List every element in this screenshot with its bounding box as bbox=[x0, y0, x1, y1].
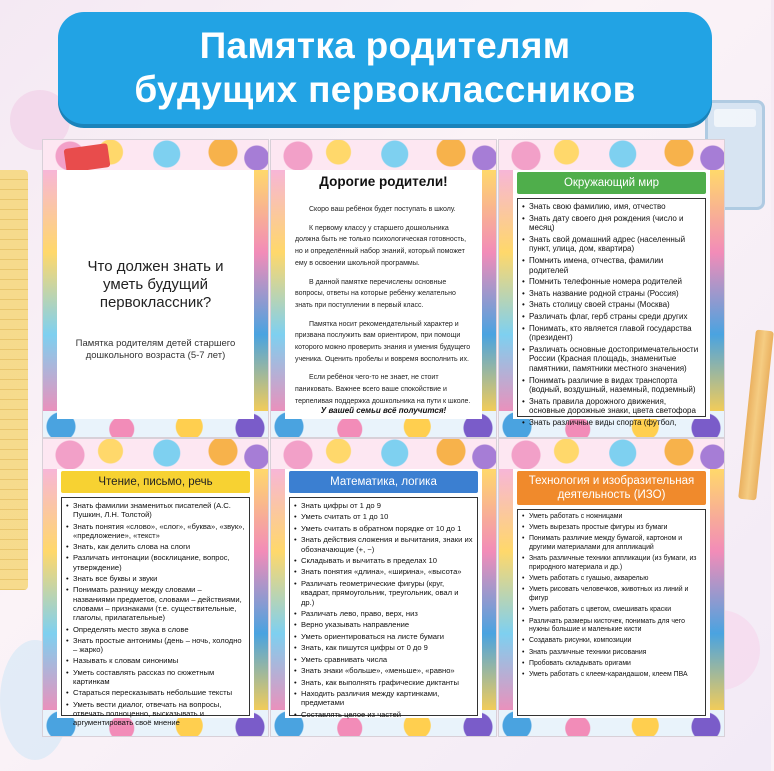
tech-title-line-1: Технология и изобразительная bbox=[528, 475, 695, 487]
letter-body bbox=[295, 204, 474, 415]
list-item: • Уметь сравнивать числа bbox=[294, 655, 473, 664]
card-letter bbox=[271, 140, 496, 437]
list-item: • Стараться пересказывать небольшие тексты bbox=[66, 688, 245, 697]
letter-paragraph: В данной памятке перечислены основные вопросы, ответы на которые ребёнку желательно знать при поступлении в первый класс. bbox=[295, 278, 456, 309]
list-item: • Знать свою фамилию, имя, отчество bbox=[522, 202, 701, 212]
list-item: • Уметь вырезать простые фигуры из бумаги bbox=[522, 524, 701, 533]
list-item: • Знать различные виды спорта (футбол, bbox=[522, 418, 701, 428]
pencil-decoration bbox=[738, 330, 774, 501]
list-item: • Различать флаг, герб страны среди других bbox=[522, 312, 701, 322]
tech-list bbox=[522, 513, 701, 680]
list-item: • Знать, как пишутся цифры от 0 до 9 bbox=[294, 643, 473, 652]
reading-title: Чтение, письмо, речь bbox=[61, 471, 250, 493]
tech-title bbox=[517, 471, 706, 505]
list-item: • Знать различные техники аппликации (из бумаги, из природного материала и др.) bbox=[522, 555, 701, 572]
math-list bbox=[294, 501, 473, 719]
list-item: • Уметь работать с гуашью, акварелью bbox=[522, 575, 701, 584]
letter-heading: Дорогие родители! bbox=[319, 174, 448, 189]
list-item: • Уметь вести диалог, отвечать на вопросы, отвечать полноценно, высказывать и аргументировать своё мнение bbox=[66, 700, 245, 728]
tech-title-line-2: деятельность (ИЗО) bbox=[557, 489, 666, 501]
title-line-2: будущих первоклассников bbox=[134, 69, 636, 110]
world-list-box bbox=[517, 198, 706, 427]
list-item: • Понимать разницу между словами – названиями предметов, словами – действиями, словами – признаками (т.е. существительные, глаголы, прилагательные) bbox=[66, 585, 245, 622]
list-item: • Уметь ориентироваться на листе бумаги bbox=[294, 632, 473, 641]
list-item: • Знать свой домашний адрес (населенный пункт, улица, дом, квартира) bbox=[522, 235, 701, 254]
list-item: • Понимать различие между бумагой, картоном и другими материалами для аппликаций bbox=[522, 535, 701, 552]
list-item: • Пробовать складывать оригами bbox=[522, 660, 701, 669]
intro-question: Что должен знать и уметь будущий первоклассник? bbox=[87, 258, 224, 311]
list-item: • Определять место звука в слове bbox=[66, 625, 245, 634]
ruler-decoration bbox=[0, 170, 28, 590]
list-item: • Знать, как делить слова на слоги bbox=[66, 542, 245, 551]
list-item: • Верно указывать направление bbox=[294, 620, 473, 629]
list-item: • Знать фамилии знаменитых писателей (А.С. Пушкин, Л.Н. Толстой) bbox=[66, 501, 245, 520]
title-banner bbox=[58, 12, 712, 124]
card-reading bbox=[43, 439, 268, 736]
card-math bbox=[271, 439, 496, 736]
title-line-1: Памятка родителям bbox=[199, 25, 571, 66]
list-item: • Различать размеры кисточек, понимать для чего нужны большие и маленькие кисти bbox=[522, 618, 701, 635]
list-item: • Различать интонации (восклицание, вопрос, утверждение) bbox=[66, 553, 245, 572]
list-item: • Знать цифры от 1 до 9 bbox=[294, 501, 473, 510]
list-item: • Знать дату своего дня рождения (число и месяц) bbox=[522, 214, 701, 233]
list-item: • Уметь работать с ножницами bbox=[522, 513, 701, 522]
intro-subtitle: Памятка родителям детей старшего дошкольного возраста (5-7 лет) bbox=[75, 338, 236, 361]
list-item: • Находить различия между картинками, предметами bbox=[294, 689, 473, 708]
tech-list-box bbox=[517, 509, 706, 716]
letter-paragraph: Памятка носит рекомендательный характер и призвана послужить вам ориентиром, при помощи которого можно проверить знания и умения будущего ученика. Оценить пробелы и вовремя восполнить их. bbox=[295, 320, 471, 363]
list-item: • Различать геометрические фигуры (круг, квадрат, прямоугольник, треугольник, овал и др.) bbox=[294, 579, 473, 607]
reading-list-box bbox=[61, 497, 250, 728]
list-item: • Уметь работать с клеем-карандашом, клеем ПВА bbox=[522, 671, 701, 680]
world-title: Окружающий мир bbox=[517, 172, 706, 194]
list-item: • Знать понятия «длина», «ширина», «высота» bbox=[294, 567, 473, 576]
list-item: • Называть к словам синонимы bbox=[66, 656, 245, 665]
list-item: • Уметь рисовать человечков, животных из линий и фигур bbox=[522, 586, 701, 603]
card-tech bbox=[499, 439, 724, 736]
list-item: • Знать, как выполнять графические диктанты bbox=[294, 678, 473, 687]
list-item: • Знать столицу своей страны (Москва) bbox=[522, 300, 701, 310]
list-item: • Различать основные достопримечательности России (Красная площадь, знаменитые памятники, памятники местного значения) bbox=[522, 345, 701, 374]
list-item: • Знать все буквы и звуки bbox=[66, 574, 245, 583]
list-item: • Знать действия сложения и вычитания, знаки их обозначающие (+, −) bbox=[294, 535, 473, 554]
reading-list bbox=[66, 501, 245, 728]
list-item: • Уметь работать с цветом, смешивать краски bbox=[522, 606, 701, 615]
list-item: • Знать правила дорожного движения, основные дорожные знаки, цвета светофора bbox=[522, 397, 701, 416]
list-item: • Знать название родной страны (Россия) bbox=[522, 289, 701, 299]
list-item: • Знать различные техники рисования bbox=[522, 649, 701, 658]
math-list-box bbox=[289, 497, 478, 719]
list-item: • Знать знаки «больше», «меньше», «равно» bbox=[294, 666, 473, 675]
letter-paragraph: К первому классу у старшего дошкольника должна быть не только психологическая готовность, но и определённый набор знаний, который поможет ему в освоении школьной программы. bbox=[295, 224, 467, 267]
list-item: • Различать лево, право, верх, низ bbox=[294, 609, 473, 618]
list-item: • Понимать, кто является главой государства (президент) bbox=[522, 324, 701, 343]
list-item: • Понимать различие в видах транспорта (водный, воздушный, наземный, подземный) bbox=[522, 376, 701, 395]
letter-signature: У вашей семьи всё получится! bbox=[320, 406, 447, 415]
list-item: • Создавать рисунки, композиции bbox=[522, 637, 701, 646]
letter-paragraph: Скоро ваш ребёнок будет поступать в школу. bbox=[309, 206, 456, 213]
list-item: • Уметь считать от 1 до 10 bbox=[294, 512, 473, 521]
list-item: • Знать понятия «слово», «слог», «буква», «звук», «предложение», «текст» bbox=[66, 522, 245, 541]
list-item: • Помнить телефонные номера родителей bbox=[522, 277, 701, 287]
list-item: • Уметь составлять рассказ по сюжетным картинкам bbox=[66, 668, 245, 687]
math-title: Математика, логика bbox=[289, 471, 478, 493]
list-item: • Помнить имена, отчества, фамилии родителей bbox=[522, 256, 701, 275]
letter-paragraph: Если ребёнок чего-то не знает, не стоит паниковать. Важнее всего ваше спокойствие и терпеливая поддержка дошкольника на пути к школе. bbox=[295, 374, 471, 405]
world-list bbox=[522, 202, 701, 427]
card-world bbox=[499, 140, 724, 437]
list-item: • Составлять целое из частей bbox=[294, 710, 473, 719]
list-item: • Знать простые антонимы (день – ночь, холодно – жарко) bbox=[66, 636, 245, 655]
list-item: • Уметь считать в обратном порядке от 10 до 1 bbox=[294, 524, 473, 533]
card-intro bbox=[43, 140, 268, 437]
list-item: • Складывать и вычитать в пределах 10 bbox=[294, 556, 473, 565]
